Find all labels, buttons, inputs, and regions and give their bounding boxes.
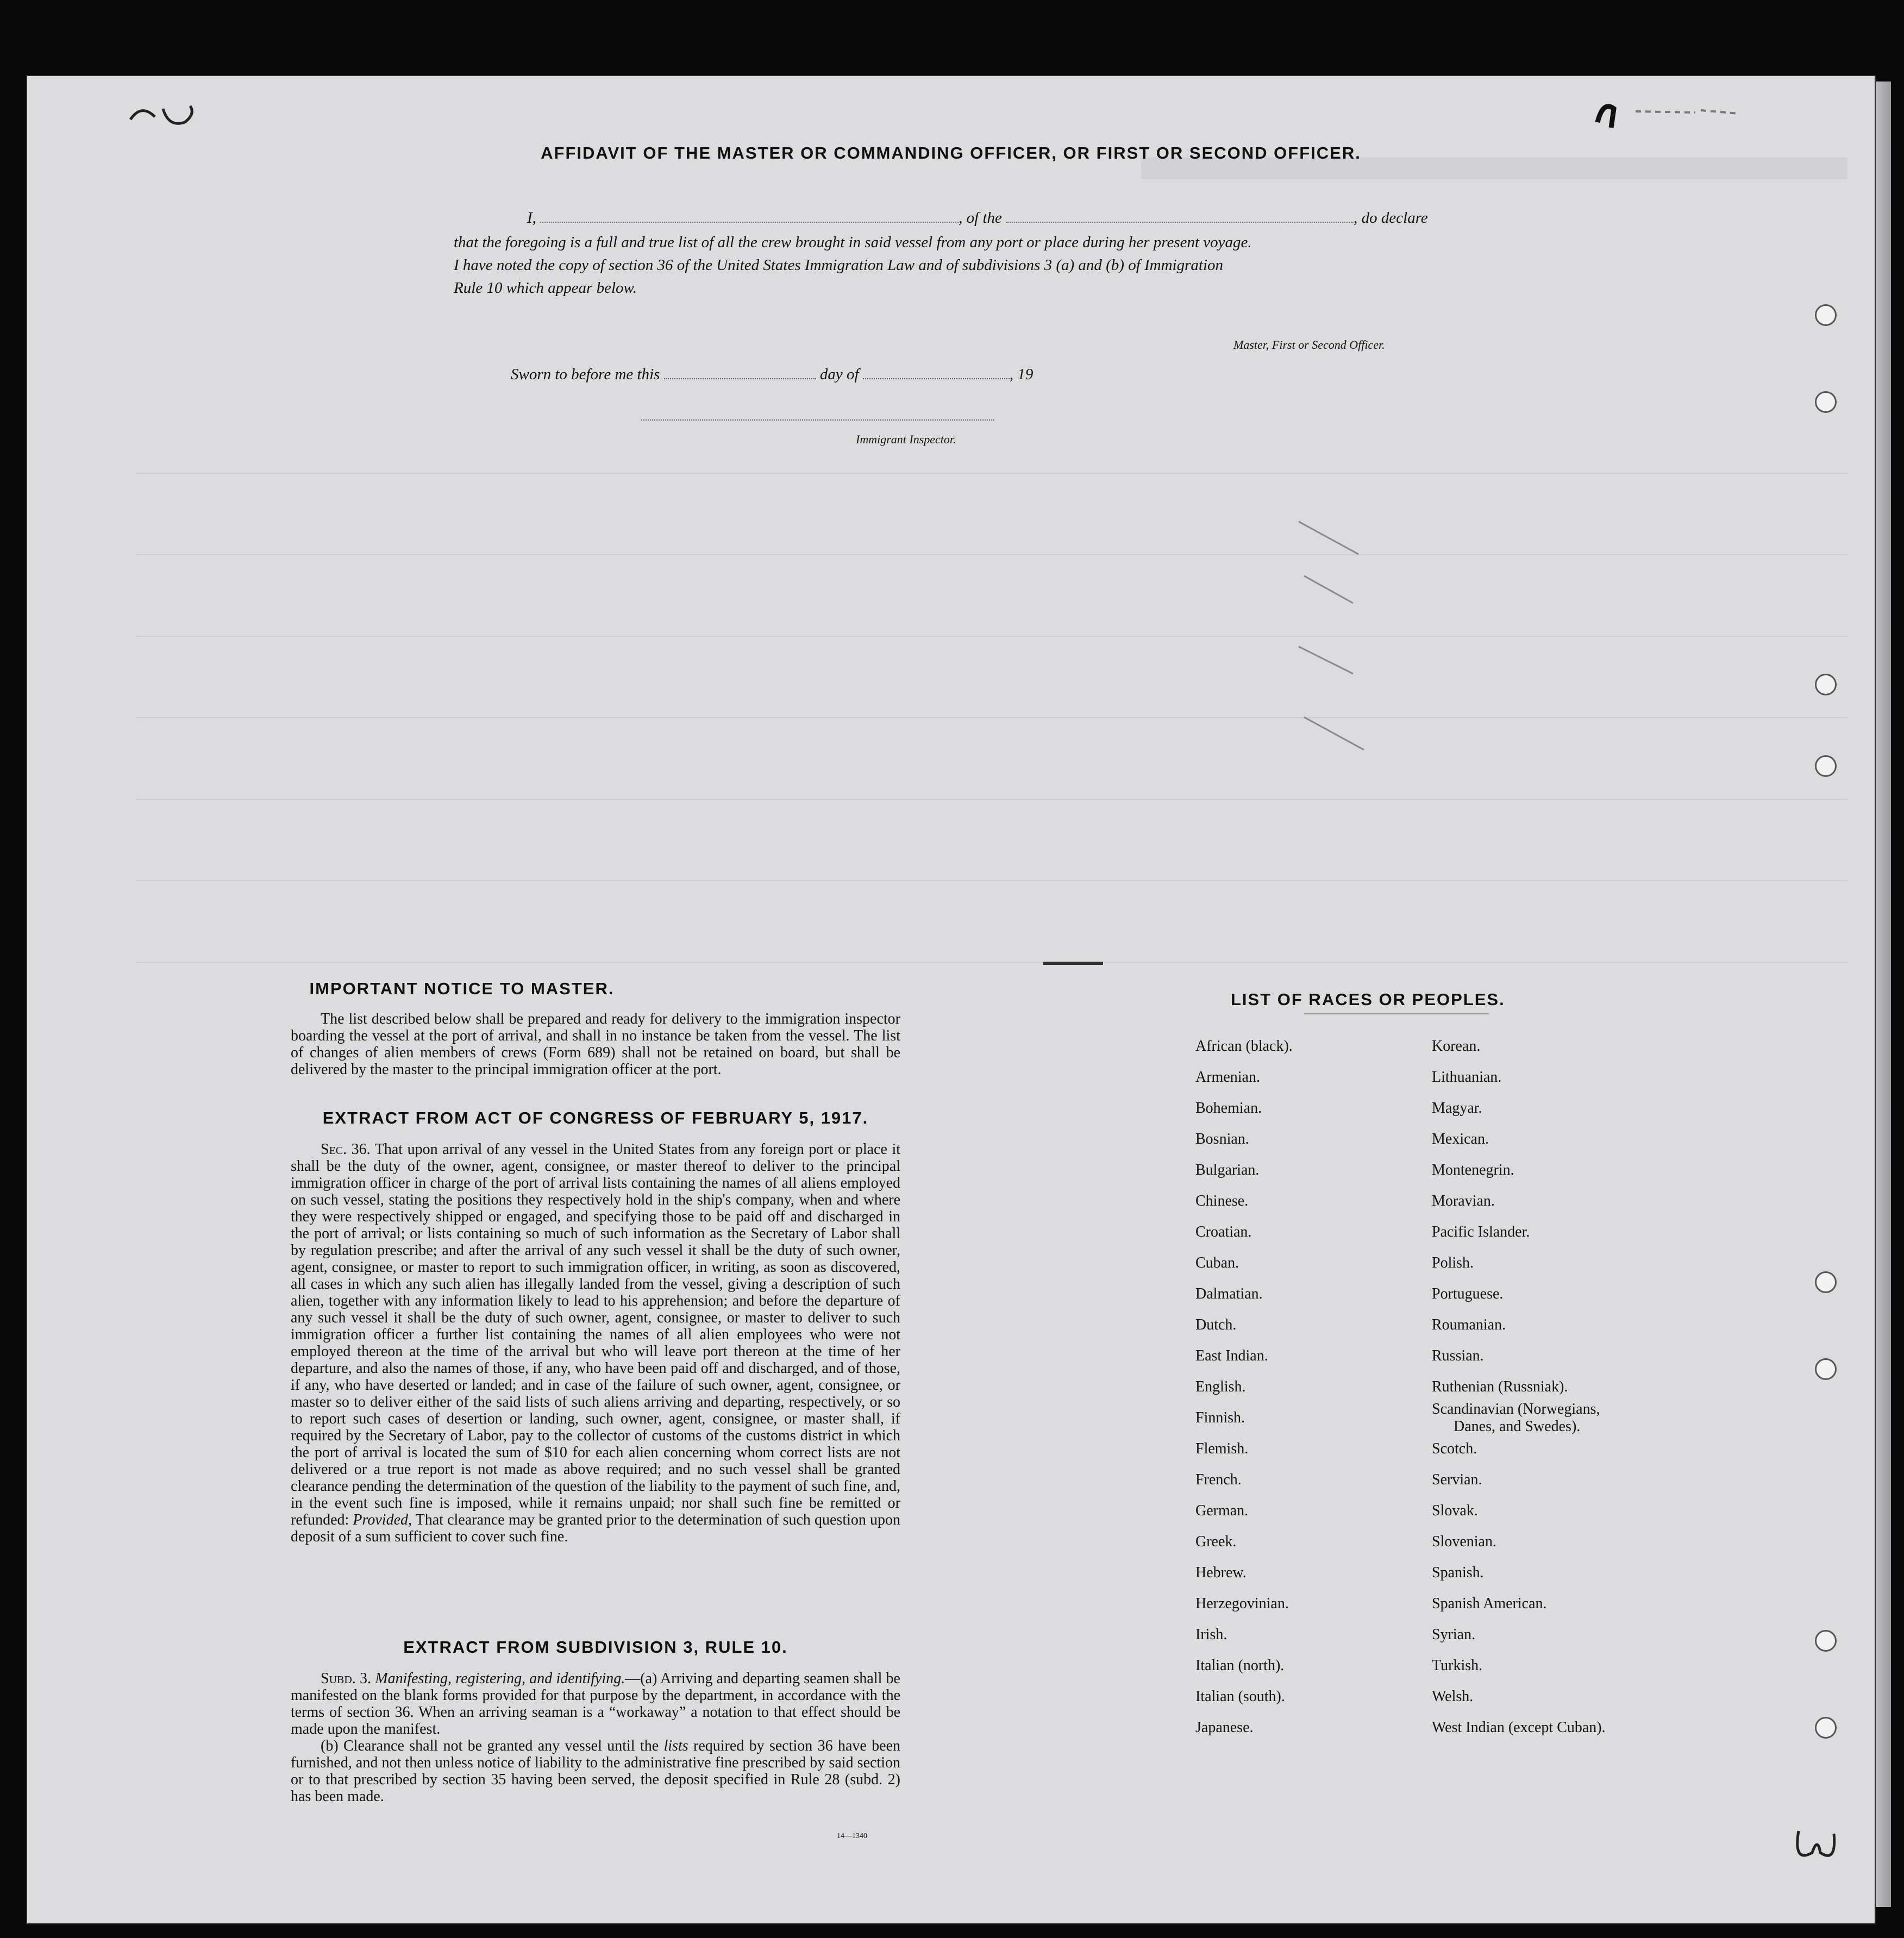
race-item: Irish. [1195, 1626, 1227, 1643]
rule-subd-title: Manifesting, registering, and identifying. [375, 1670, 625, 1687]
race-item: Armenian. [1195, 1069, 1260, 1086]
binder-hole [1815, 1630, 1837, 1652]
races-heading: LIST OF RACES OR PEOPLES. [1231, 990, 1505, 1009]
act-text-main: That upon arrival of any vessel in the United States from any foreign port or place it shall be the duty of the owner, agent, consignee, or master thereof to deliver to the principal immigration officer in charge of the port of arrival lists containing the names of all aliens employed on such vessel, stating the positions they respectively hold in the ship's company, when and where they were respectively shipped or engaged, and specifying those to be paid off and discharged in the port of arrival; or lists containing so much of such information as the Secretary of Labor shall by regulation prescribe; and after the arrival of any such vessel it shall be the duty of such owner, agent, consignee, or master to report to such immigration officer, in writing, as soon as discovered, all cases in which any such alien has illegally landed from the vessel, giving a description of such alien, together with any information likely to lead to his apprehension; and before the departure of any such vessel it shall be the duty of such owner, agent, consignee, or master to deliver to such immigration officer a further list containing the names of all alien employees who were not employed thereon at the time of the arrival but who will leave port thereon at the time of her departure, and also the names of those, if any, who have been paid off and discharged, and of those, if any, who have deserted or landed; and in case of the failure of such owner, agent, consignee, or master so to deliver either of the said lists of such aliens arriving and departing, respectively, or so to report such cases of desertion or landing, such owner, agent, consignee, or master shall, if required by the Secretary of Labor, pay to the collector of customs of the customs district in which the port of arrival is located the sum of $10 for each alien concerning whom correct lists are not delivered or a true report is not made as above required; and no such vessel shall be granted clearance pending the determination of the question of the liability to the payment of such fine, and, in the event such fine is imposed, while it remains unpaid; nor shall such fine be remitted or refunded: [291, 1141, 900, 1528]
race-item: Hebrew. [1195, 1564, 1247, 1581]
race-item: Chinese. [1195, 1193, 1249, 1209]
race-item: Scandinavian (Norwegians, [1432, 1401, 1600, 1418]
races-left-column [1195, 1038, 1413, 1831]
affidavit-declaration-line [527, 209, 1494, 227]
race-item: Pacific Islander. [1432, 1224, 1530, 1240]
rule-para-b-rest: required by section 36 have been furnished, and not then unless notice of liability to the administrative fine prescribed by said section or to that prescribed by section 35 having been served, the deposit specified in Rule 28 (subd. 2) has been made. [291, 1738, 901, 1805]
race-item: Spanish American. [1432, 1595, 1547, 1612]
rule-subd-label: Subd. 3. [321, 1670, 372, 1687]
race-item: Finnish. [1195, 1409, 1245, 1426]
master-signature-label: Master, First or Second Officer. [1233, 338, 1385, 352]
sworn-year: , 19 [1009, 366, 1034, 383]
race-item: Dalmatian. [1195, 1285, 1263, 1302]
inspector-label: Immigrant Inspector. [856, 432, 956, 446]
race-item: French. [1195, 1471, 1242, 1488]
act-heading: EXTRACT FROM ACT OF CONGRESS OF FEBRUARY 5, 1917. [322, 1108, 869, 1127]
master-name-field[interactable] [540, 222, 959, 223]
race-item: Greek. [1195, 1533, 1237, 1550]
affidavit-line-4: Rule 10 which appear below. [454, 279, 637, 297]
race-item: Magyar. [1432, 1100, 1482, 1117]
affidavit-heading: AFFIDAVIT OF THE MASTER OR COMMANDING OFFICER, OR FIRST OR SECOND OFFICER. [541, 143, 1361, 162]
race-item: Spanish. [1432, 1564, 1484, 1581]
race-item: Bosnian. [1195, 1131, 1249, 1147]
binder-hole [1815, 391, 1837, 413]
binder-hole [1815, 304, 1837, 326]
notice-heading: IMPORTANT NOTICE TO MASTER. [309, 979, 615, 998]
binder-hole [1815, 755, 1837, 777]
act-section-36-text [291, 1141, 900, 1545]
sworn-month-field[interactable] [863, 378, 1010, 379]
handwritten-mark-top-right [1587, 95, 1750, 133]
rule-para-a [291, 1670, 900, 1738]
race-item: Welsh. [1432, 1688, 1474, 1705]
rule-para-b-prefix: (b) Clearance shall not be granted any vessel until the [321, 1738, 659, 1754]
race-item: Ruthenian (Russniak). [1432, 1378, 1568, 1395]
inspector-signature-field[interactable] [641, 418, 994, 421]
races-heading-rule [1304, 1013, 1489, 1014]
race-item: Syrian. [1432, 1626, 1476, 1643]
race-item: Polish. [1432, 1255, 1474, 1271]
document-page [27, 76, 1875, 1923]
races-right-column [1432, 1038, 1703, 1831]
race-item: Cuban. [1195, 1255, 1239, 1271]
race-item: Moravian. [1432, 1193, 1495, 1209]
sworn-day-of: day of [819, 366, 859, 383]
affidavit-of-the: , of the [959, 209, 1002, 227]
rule-heading: EXTRACT FROM SUBDIVISION 3, RULE 10. [403, 1638, 788, 1657]
race-item: Bohemian. [1195, 1100, 1262, 1117]
binder-hole [1815, 674, 1837, 695]
rule-body [291, 1670, 900, 1805]
race-item: Russian. [1432, 1347, 1484, 1364]
act-text-tail: That clearance may be granted prior to the determination of such question upon deposit of a sum sufficient to cover such fine. [291, 1511, 901, 1545]
stray-pencil-marks [1293, 511, 1402, 755]
rule-para-b-lists: lists [663, 1738, 688, 1754]
race-item: Turkish. [1432, 1657, 1483, 1674]
rule-para-b [291, 1738, 900, 1805]
binder-hole [1815, 1358, 1837, 1380]
race-item: Scotch. [1432, 1440, 1477, 1457]
race-item-continuation: Danes, and Swedes). [1454, 1418, 1581, 1435]
race-item: Servian. [1432, 1471, 1482, 1488]
race-item: Roumanian. [1432, 1316, 1506, 1333]
race-item: Korean. [1432, 1038, 1481, 1055]
sworn-line [511, 366, 1033, 384]
race-item: Bulgarian. [1195, 1162, 1260, 1178]
race-item: Mexican. [1432, 1131, 1489, 1147]
notice-body [291, 1011, 900, 1078]
race-item: Croatian. [1195, 1224, 1252, 1240]
race-item: Lithuanian. [1432, 1069, 1502, 1086]
handwritten-mark-top-left [125, 98, 212, 136]
race-item: Herzegovinian. [1195, 1595, 1289, 1612]
race-item: Slovenian. [1432, 1533, 1496, 1550]
binder-hole [1815, 1271, 1837, 1293]
race-item: East Indian. [1195, 1347, 1268, 1364]
race-item: Flemish. [1195, 1440, 1249, 1457]
race-item: German. [1195, 1502, 1249, 1519]
race-item: English. [1195, 1378, 1246, 1395]
race-item: Italian (north). [1195, 1657, 1285, 1674]
race-item: African (black). [1195, 1038, 1293, 1055]
binder-hole [1815, 1717, 1837, 1739]
notice-text: The list described below shall be prepared and ready for delivery to the immigration inspector boarding the vessel at the port of arrival, and shall in no instance be taken from the vessel. The list of changes of alien members of crews (Form 689) shall not be retained on board, but shall be delivered by the master to the principal immigration officer at the port. [291, 1011, 900, 1078]
stray-mark [1043, 962, 1103, 965]
sworn-prefix: Sworn to before me this [511, 366, 660, 383]
act-provided-word: Provided, [353, 1511, 412, 1528]
act-section-label: Sec. 36. [321, 1141, 371, 1158]
vessel-name-field[interactable] [1006, 222, 1354, 223]
race-item: Dutch. [1195, 1316, 1237, 1333]
race-item: Slovak. [1432, 1502, 1478, 1519]
race-item: Japanese. [1195, 1719, 1254, 1736]
race-item: Portuguese. [1432, 1285, 1504, 1302]
affidavit-i: I, [527, 209, 536, 227]
rule-para-a-text: —(a) Arriving and departing seamen shall be manifested on the blank forms provided for that purpose by the department, in accordance with the terms of section 36. When an arriving seaman is a “workaway” a notation to that effect should be made upon the manifest. [291, 1670, 900, 1738]
race-item: Italian (south). [1195, 1688, 1285, 1705]
sworn-day-field[interactable] [664, 378, 816, 379]
handwritten-page-number [1788, 1815, 1847, 1874]
race-item: West Indian (except Cuban). [1432, 1719, 1606, 1736]
affidavit-line-3: I have noted the copy of section 36 of the United States Immigration Law and of subdivisions 3 (a) and (b) of Immigration [454, 256, 1224, 274]
race-item: Montenegrin. [1432, 1162, 1514, 1178]
act-body [291, 1141, 900, 1545]
form-number: 14—1340 [837, 1832, 867, 1840]
affidavit-do-declare: , do declare [1354, 209, 1428, 227]
affidavit-line-2: that the foregoing is a full and true list of all the crew brought in said vessel from any port or place during her present voyage. [454, 234, 1252, 251]
